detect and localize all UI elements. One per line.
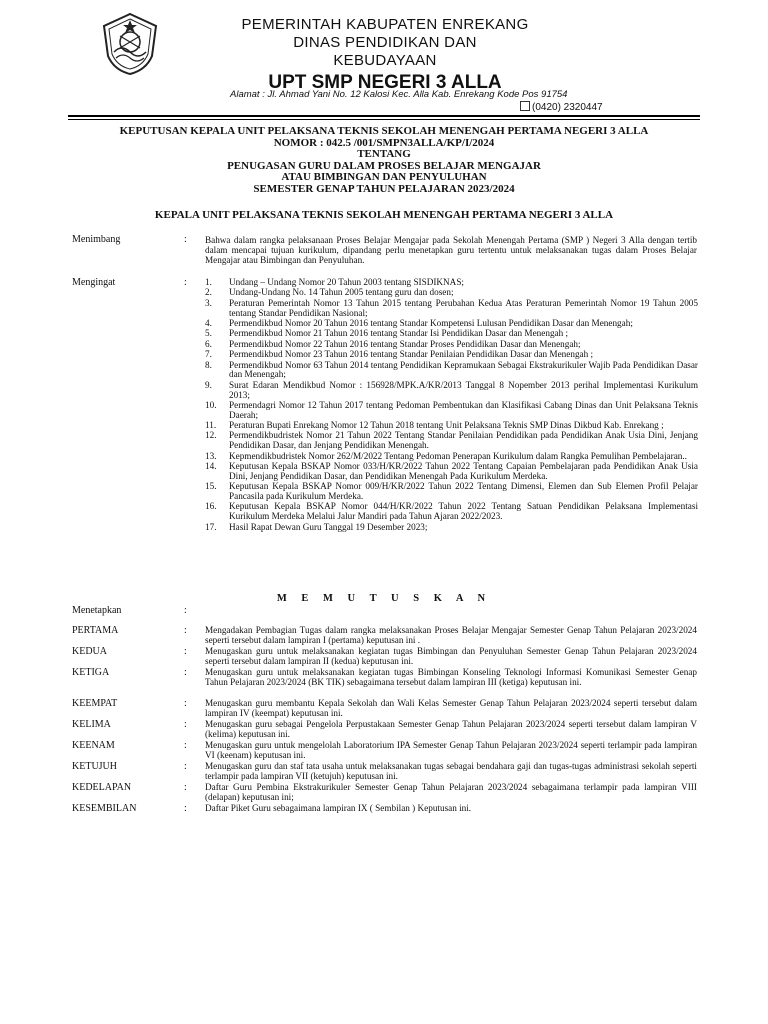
mengingat-item bbox=[205, 340, 698, 350]
mengingat-item-text: Undang – Undang Nomor 20 Tahun 2003 tentang SISDIKNAS; bbox=[229, 277, 464, 287]
mengingat-item bbox=[205, 482, 698, 502]
phone-icon bbox=[520, 101, 530, 111]
mengingat-item bbox=[205, 319, 698, 329]
mengingat-item-number: 6. bbox=[205, 338, 212, 349]
school-name: UPT SMP NEGERI 3 ALLA bbox=[268, 72, 502, 93]
decision-text: Menugaskan guru dan staf tata usaha untuk melaksanakan tugas sebagai bendahara gaji dan tugas-tugas administrasi sekolah seperti terlampir pada lampiran VII (ketujuh) keputusan ini. bbox=[205, 761, 697, 781]
decree-semester: SEMESTER GENAP TAHUN PELAJARAN 2023/2024 bbox=[253, 182, 515, 195]
mengingat-item-number: 17. bbox=[205, 521, 217, 532]
mengingat-item bbox=[205, 288, 698, 298]
header-rule bbox=[68, 115, 700, 117]
mengingat-item-number: 2. bbox=[205, 287, 212, 298]
mengingat-item-text: Permendikbud Nomor 21 Tahun 2016 tentang Standar Isi Pendidikan Dasar dan Menengah ; bbox=[229, 328, 569, 339]
decision-text: Menugaskan guru untuk melaksanakan kegiatan tugas Bimbingan Konseling Teknologi Informasi Komunikasi Semester Genap Tahun Pelajaran 2023/2024 (BK TIK) sebagaimana tersebut dalam lampiran III (ketiga) keputusan ini. bbox=[205, 667, 697, 687]
mengingat-item bbox=[205, 523, 698, 533]
decision-colon: : bbox=[184, 782, 187, 793]
department-name: DINAS PENDIDIKAN DAN bbox=[293, 34, 477, 51]
decision-colon: : bbox=[184, 740, 187, 751]
issuer-heading: KEPALA UNIT PELAKSANA TEKNIS SEKOLAH MENENGAH PERTAMA NEGERI 3 ALLA bbox=[154, 209, 614, 221]
mengingat-colon: : bbox=[184, 277, 187, 288]
menimbang-colon: : bbox=[184, 234, 187, 245]
decision-colon: : bbox=[184, 646, 187, 657]
mengingat-item bbox=[205, 299, 698, 319]
mengingat-item bbox=[205, 278, 698, 288]
mengingat-item-number: 1. bbox=[205, 277, 212, 287]
menimbang-label: Menimbang bbox=[72, 234, 121, 245]
mengingat-item-text: Permendikbudristek Nomor 21 Tahun 2022 Tentang Standar Penilaian Pendidikan pada Pendidikan Anak Usia Dini, Jenjang Pendidikan Dasar, dan Jenjang Pendidikan Menengah. bbox=[229, 430, 698, 451]
decision-label: KEEMPAT bbox=[72, 698, 118, 709]
phone-number: (0420) 2320447 bbox=[532, 102, 603, 113]
decree-number: NOMOR : 042.5 /001/SMPN3ALLA/KP/I/2024 bbox=[273, 136, 495, 149]
memutuskan-heading: M E M U T U S K A N bbox=[276, 593, 492, 604]
letterhead bbox=[150, 16, 620, 95]
mengingat-item-number: 7. bbox=[205, 349, 212, 360]
decree-subject-2: ATAU BIMBINGAN DAN PENYULUHAN bbox=[281, 171, 487, 183]
decree-title bbox=[60, 126, 708, 195]
mengingat-item-text: Permendikbud Nomor 23 Tahun 2016 tentang Standar Penilaian Pendidikan Dasar dan Menengah ; bbox=[229, 349, 594, 360]
decision-colon: : bbox=[184, 803, 187, 814]
mengingat-item-number: 14. bbox=[205, 461, 217, 472]
mengingat-item bbox=[205, 381, 698, 401]
mengingat-item-text: Permendikbud Nomor 20 Tahun 2016 tentang Standar Kompetensi Lulusan Pendidikan Dasar dan Menengah; bbox=[229, 317, 633, 328]
mengingat-item bbox=[205, 502, 698, 522]
decision-label: KEDUA bbox=[72, 646, 107, 657]
mengingat-item-number: 4. bbox=[205, 317, 212, 328]
decision-label: KELIMA bbox=[72, 719, 111, 730]
decision-text: Mengadakan Pembagian Tugas dalam rangka melaksanakan Proses Belajar Mengajar Semester Genap Tahun Pelajaran 2023/2024 seperti tersebut dalam lampiran I (pertama) keputusan ini . bbox=[205, 625, 697, 645]
decision-text: Menugaskan guru sebagai Pengelola Perpustakaan Semester Genap Tahun Pelajaran 2023/2024 seperti tersebut dalam lampiran V (kelima) keputusan ini. bbox=[205, 719, 697, 739]
mengingat-item-number: 16. bbox=[205, 501, 217, 512]
mengingat-item-number: 5. bbox=[205, 328, 212, 339]
decision-colon: : bbox=[184, 719, 187, 730]
decision-text: Menugaskan guru untuk melaksanakan kegiatan tugas Bimbingan dan Penyuluhan Semester Genap Tahun Pelajaran 2023/2024 seperti tersebut dalam lampiran II (kedua) keputusan ini. bbox=[205, 646, 697, 666]
mengingat-item-text: Keputusan Kepala BSKAP Nomor 009/H/KR/2022 Tahun 2022 Tentang Dimensi, Elemen dan Sub Elemen Profil Pelajar Pancasila pada Kurikulum Merdeka. bbox=[229, 481, 698, 502]
decision-label: KESEMBILAN bbox=[72, 803, 137, 814]
mengingat-item-number: 12. bbox=[205, 430, 217, 441]
mengingat-item-number: 10. bbox=[205, 399, 217, 410]
mengingat-item-text: Permendikbud Nomor 63 Tahun 2014 tentang Pendidikan Kepramukaan Sebagai Ekstrakurikuler Wajib Pada Pendidikan Dasar dan Menengah; bbox=[229, 359, 698, 380]
mengingat-item-number: 15. bbox=[205, 481, 217, 492]
mengingat-item-number: 3. bbox=[205, 297, 212, 308]
header-rule-thin bbox=[68, 119, 700, 120]
mengingat-item bbox=[205, 462, 698, 482]
decree-about: TENTANG bbox=[357, 148, 411, 160]
mengingat-item-number: 8. bbox=[205, 359, 212, 370]
mengingat-item bbox=[205, 421, 698, 431]
decision-text: Daftar Piket Guru sebagaimana lampiran IX ( Sembilan ) Keputusan ini. bbox=[205, 803, 472, 813]
mengingat-item-text: Keputusan Kepala BSKAP Nomor 033/H/KR/2022 Tahun 2022 Tentang Capaian Pembelajaran pada Pendidikan Anak Usia Dini, Jenjang Pendidikan Dasar, dan Pendidikan Menengah Pada Kurikulum Merdeka. bbox=[229, 461, 698, 481]
decree-subject: PENUGASAN GURU DALAM PROSES BELAJAR MENGAJAR bbox=[227, 159, 541, 172]
mengingat-item-number: 11. bbox=[205, 420, 217, 431]
school-phone bbox=[520, 101, 603, 113]
mengingat-item bbox=[205, 431, 698, 451]
mengingat-item bbox=[205, 401, 698, 421]
mengingat-item bbox=[205, 361, 698, 381]
decision-colon: : bbox=[184, 761, 187, 772]
mengingat-item-text: Keputusan Kepala BSKAP Nomor 044/H/KR/2022 Tahun 2022 Tentang Satuan Pendidikan Pelaksana Implementasi Kurikulum Merdeka Melalui Jalur Mandiri pada Tahun Ajaran 2022/2023. bbox=[229, 501, 698, 522]
mengingat-item bbox=[205, 350, 698, 360]
mengingat-item-number: 13. bbox=[205, 450, 217, 461]
decision-label: KEDELAPAN bbox=[72, 782, 132, 793]
mengingat-item-text: Peraturan Bupati Enrekang Nomor 12 Tahun 2018 tentang Unit Pelaksana Teknis SMP Dinas Dikbud Kab. Enrekang ; bbox=[229, 420, 664, 431]
decision-colon: : bbox=[184, 667, 187, 678]
mengingat-item-text: Surat Edaran Mendikbud Nomor : 156928/MPK.A/KR/2013 Tanggal 8 Nopember 2013 perihal Implementasi Kurikulum 2013; bbox=[229, 379, 698, 400]
menimbang-text: Bahwa dalam rangka pelaksanaan Proses Belajar Mengajar pada Sekolah Menengah Pertama (SMP ) Negeri 3 Alla dengan tertib dalam mencapai tujuan kurikulum, dipandang perlu menetapkan guru tertentu untuk melaksanakan tugas dalam Proses Belajar Mengajar atau Bimbingan dan Penyuluhan. bbox=[205, 235, 697, 265]
mengingat-item-text: Undang-Undang No. 14 Tahun 2005 tentang guru dan dosen; bbox=[229, 287, 454, 298]
decision-colon: : bbox=[184, 698, 187, 709]
mengingat-item-text: Peraturan Pemerintah Nomor 13 Tahun 2015 tentang Perubahan Kedua Atas Peraturan Pemerintah Nomor 19 Tahun 2005 tentang Standar Pendidikan Nasional; bbox=[229, 297, 698, 318]
decision-label: KETIGA bbox=[72, 667, 110, 678]
mengingat-item-text: Kepmendikbudristek Nomor 262/M/2022 Tentang Pedoman Penerapan Kurikulum dalam Rangka Pemulihan Pembelajaran.. bbox=[229, 450, 687, 461]
menetapkan-colon: : bbox=[184, 605, 187, 616]
mengingat-item-text: Permendikbud Nomor 22 Tahun 2016 tentang Standar Proses Pendidikan Dasar dan Menengah; bbox=[229, 338, 581, 349]
mengingat-item bbox=[205, 329, 698, 339]
decision-text: Menugaskan guru membantu Kepala Sekolah dan Wali Kelas Semester Genap Tahun Pelajaran 2023/2024 seperti tersebut dalam lampiran IV (keempat) keputusan ini. bbox=[205, 698, 697, 718]
decision-label: PERTAMA bbox=[72, 625, 119, 636]
mengingat-item-text: Permendagri Nomor 12 Tahun 2017 tentang Pedoman Pembentukan dan Klasifikasi Cabang Dinas dan Unit Pelaksana Teknis Daerah; bbox=[229, 399, 698, 420]
decision-label: KETUJUH bbox=[72, 761, 117, 772]
decision-text: Daftar Guru Pembina Ekstrakurikuler Semester Genap Tahun Pelajaran 2023/2024 sebagaimana terlampir pada lampiran VIII (delapan) keputusan ini; bbox=[205, 782, 697, 802]
mengingat-item bbox=[205, 452, 698, 462]
mengingat-list bbox=[205, 278, 698, 533]
decision-label: KEENAM bbox=[72, 740, 115, 751]
mengingat-label: Mengingat bbox=[72, 277, 116, 288]
decision-colon: : bbox=[184, 625, 187, 636]
department-name-2: KEBUDAYAAN bbox=[333, 52, 437, 69]
decree-title-line: KEPUTUSAN KEPALA UNIT PELAKSANA TEKNIS SEKOLAH MENENGAH PERTAMA NEGERI 3 ALLA bbox=[119, 125, 649, 137]
government-name: PEMERINTAH KABUPATEN ENREKANG bbox=[241, 16, 529, 33]
mengingat-item-text: Hasil Rapat Dewan Guru Tanggal 19 Desember 2023; bbox=[229, 521, 428, 532]
school-address: Alamat : Jl. Ahmad Yani No. 12 Kalosi Kec. Alla Kab. Enrekang Kode Pos 91754 bbox=[230, 89, 568, 100]
decision-text: Menugaskan guru untuk mengelolah Laboratorium IPA Semester Genap Tahun Pelajaran 2023/2024 seperti terlampir pada lampiran VI (keenam) keputusan ini. bbox=[205, 740, 697, 760]
mengingat-item-number: 9. bbox=[205, 379, 212, 390]
menetapkan-label: Menetapkan bbox=[72, 605, 122, 616]
